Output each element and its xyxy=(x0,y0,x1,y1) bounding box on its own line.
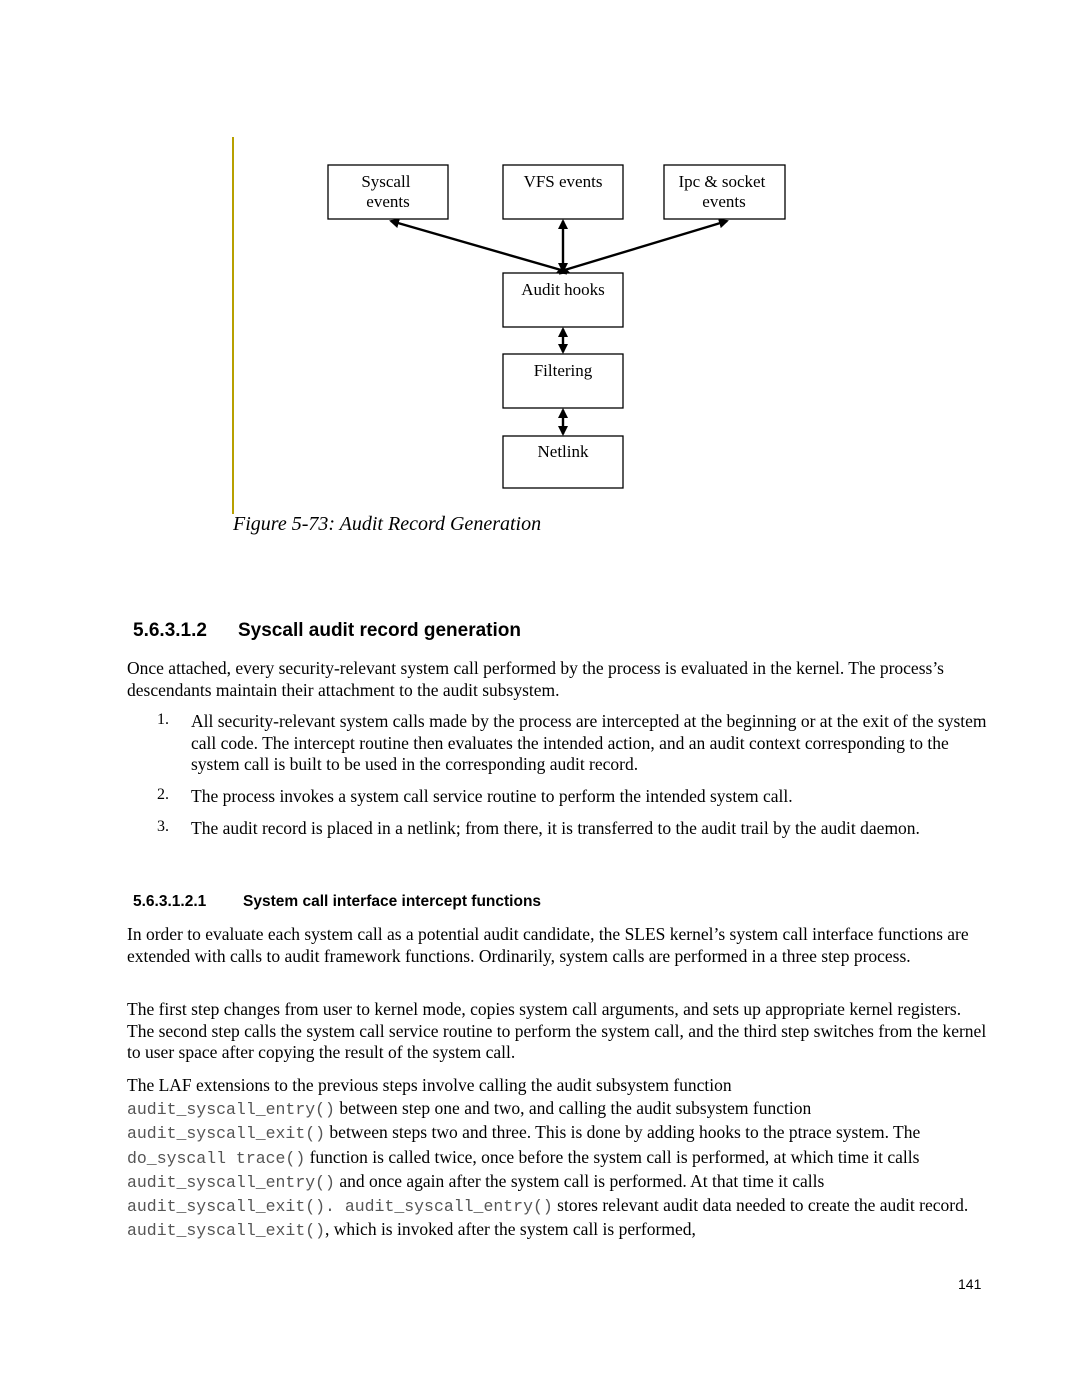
list-item-number: 2. xyxy=(157,786,169,803)
code-audit-syscall-exit: audit_syscall_exit() xyxy=(127,1221,326,1241)
paragraph-audit-candidate: In order to evaluate each system call as a potential audit candidate, the SLES kernel’s system call interface functions are extended with calls to audit framework functions. Ordinarily, system calls are performed in a three step process. xyxy=(127,924,969,966)
list-item-text: All security-relevant system calls made by the process are intercepted at the beginning or at the exit of the system call code. The intercept routine then evaluates the intended action, and an audit context corresponding to the system call is built to be used in the corresponding audit record. xyxy=(191,711,987,775)
list-item xyxy=(157,711,987,776)
list-item-number: 1. xyxy=(157,711,169,728)
paragraph-three-steps: The first step changes from user to kernel mode, copies system call arguments, and sets up appropriate kernel registers. The second step calls the system call service routine to perform the system call, and the third step switches from the kernel to user space after copying the result of the system call. xyxy=(127,999,987,1063)
subsection-heading xyxy=(133,893,541,911)
section-title: Syscall audit record generation xyxy=(238,620,521,641)
list-item xyxy=(157,786,987,808)
syscall-events-label: Syscall events xyxy=(361,172,411,211)
ipc-socket-events-label: Ipc & socket events xyxy=(678,172,766,211)
section-heading xyxy=(133,620,521,642)
audit-hooks-label: Audit hooks xyxy=(521,280,605,299)
arrow-ipc-hooks xyxy=(558,221,727,272)
netlink-label: Netlink xyxy=(537,442,589,461)
code-audit-syscall-entry: audit_syscall_entry() xyxy=(127,1172,335,1192)
code-audit-syscall-entry: audit_syscall_entry() xyxy=(127,1100,335,1120)
list-item-number: 3. xyxy=(157,818,169,835)
list-item-text: The audit record is placed in a netlink; from there, it is transferred to the audit trail by the audit daemon. xyxy=(191,818,920,838)
intro-paragraph: Once attached, every security-relevant system call performed by the process is evaluated in the kernel. The process’s descendants maintain their attachment to the audit subsystem. xyxy=(127,658,944,700)
subsection-title: System call interface intercept functions xyxy=(243,893,542,910)
paragraph-laf-extensions: The LAF extensions to the previous steps involve calling the audit subsystem function audit_syscall_entry() between step one and two, and calling the audit subsystem function audit_syscall_exit() between steps two and three. This is done by adding hooks to the ptrace system. The do_syscall trace() function is called twice, once before the system call is performed, at which time it calls audit_syscall_entry() and once again after the system call is performed. At that time it calls audit_syscall_exit(). audit_syscall_entry() stores relevant audit data needed to create the audit record. audit_syscall_exit(), which is invoked after the system call is performed, xyxy=(127,1075,969,1241)
arrow-syscall-hooks xyxy=(391,221,568,272)
code-audit-syscall-exit-entry: audit_syscall_exit(). audit_syscall_entry() xyxy=(127,1197,553,1217)
audit-flow-diagram xyxy=(0,0,1080,520)
list-item xyxy=(157,818,987,840)
vfs-events-label: VFS events xyxy=(523,172,603,191)
list-item-text: The process invokes a system call service routine to perform the intended system call. xyxy=(191,786,793,806)
code-do-syscall-trace: do_syscall trace() xyxy=(127,1148,306,1168)
page-number: 141 xyxy=(958,1276,982,1292)
section-number: 5.6.3.1.2 xyxy=(133,620,207,641)
code-audit-syscall-exit: audit_syscall_exit() xyxy=(127,1124,326,1144)
filtering-label: Filtering xyxy=(533,361,593,380)
subsection-number: 5.6.3.1.2.1 xyxy=(133,893,207,910)
figure-caption: Figure 5-73: Audit Record Generation xyxy=(233,513,542,535)
